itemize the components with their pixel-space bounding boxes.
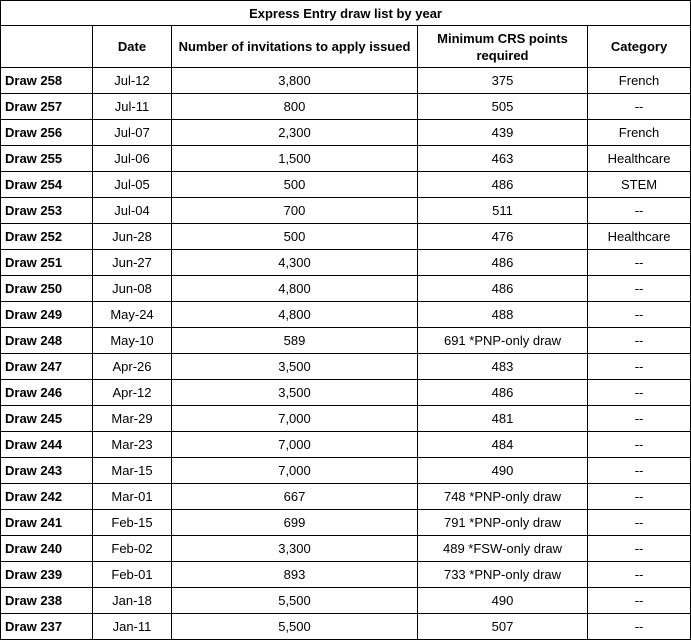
category-cell: -- <box>588 198 691 224</box>
table-row <box>1 510 691 536</box>
draw-number-cell: Draw 245 <box>1 406 93 432</box>
date-cell: Feb-02 <box>93 536 172 562</box>
category-cell: -- <box>588 562 691 588</box>
table-row <box>1 588 691 614</box>
category-cell: -- <box>588 328 691 354</box>
category-cell: French <box>588 68 691 94</box>
table-row <box>1 224 691 250</box>
invitations-cell: 800 <box>172 94 418 120</box>
min-crs-cell: 511 <box>418 198 588 224</box>
draw-number-cell: Draw 257 <box>1 94 93 120</box>
draw-number-cell: Draw 252 <box>1 224 93 250</box>
invitations-cell: 3,300 <box>172 536 418 562</box>
min-crs-cell: 463 <box>418 146 588 172</box>
invitations-cell: 699 <box>172 510 418 536</box>
date-cell: May-24 <box>93 302 172 328</box>
draw-number-cell: Draw 248 <box>1 328 93 354</box>
table-row <box>1 380 691 406</box>
category-cell: -- <box>588 302 691 328</box>
invitations-cell: 3,800 <box>172 68 418 94</box>
invitations-cell: 7,000 <box>172 406 418 432</box>
invitations-cell: 1,500 <box>172 146 418 172</box>
table-row <box>1 328 691 354</box>
table-row <box>1 562 691 588</box>
draw-number-cell: Draw 254 <box>1 172 93 198</box>
draw-number-cell: Draw 247 <box>1 354 93 380</box>
min-crs-cell: 486 <box>418 250 588 276</box>
min-crs-cell: 483 <box>418 354 588 380</box>
invitations-cell: 4,300 <box>172 250 418 276</box>
table-row <box>1 276 691 302</box>
min-crs-cell: 505 <box>418 94 588 120</box>
draw-number-cell: Draw 258 <box>1 68 93 94</box>
min-crs-cell: 490 <box>418 458 588 484</box>
invitations-cell: 7,000 <box>172 458 418 484</box>
date-cell: Mar-15 <box>93 458 172 484</box>
min-crs-cell: 476 <box>418 224 588 250</box>
category-cell: -- <box>588 250 691 276</box>
draw-number-cell: Draw 242 <box>1 484 93 510</box>
min-crs-cell: 488 <box>418 302 588 328</box>
table-row <box>1 250 691 276</box>
draw-number-cell: Draw 250 <box>1 276 93 302</box>
category-cell: Healthcare <box>588 224 691 250</box>
invitations-cell: 7,000 <box>172 432 418 458</box>
invitations-cell: 893 <box>172 562 418 588</box>
category-cell: -- <box>588 94 691 120</box>
table-row <box>1 94 691 120</box>
header-date: Date <box>93 26 172 68</box>
draw-number-cell: Draw 246 <box>1 380 93 406</box>
date-cell: Jul-06 <box>93 146 172 172</box>
min-crs-cell: 439 <box>418 120 588 146</box>
table-header-row <box>1 26 691 68</box>
category-cell: -- <box>588 458 691 484</box>
date-cell: Jul-11 <box>93 94 172 120</box>
draw-number-cell: Draw 253 <box>1 198 93 224</box>
draw-number-cell: Draw 255 <box>1 146 93 172</box>
min-crs-cell: 486 <box>418 380 588 406</box>
date-cell: Jan-11 <box>93 614 172 640</box>
invitations-cell: 3,500 <box>172 354 418 380</box>
table-row <box>1 432 691 458</box>
draw-number-cell: Draw 241 <box>1 510 93 536</box>
table-row <box>1 406 691 432</box>
draw-number-cell: Draw 239 <box>1 562 93 588</box>
date-cell: Jun-28 <box>93 224 172 250</box>
draw-number-cell: Draw 249 <box>1 302 93 328</box>
header-draw <box>1 26 93 68</box>
table-row <box>1 536 691 562</box>
invitations-cell: 700 <box>172 198 418 224</box>
date-cell: Jul-07 <box>93 120 172 146</box>
invitations-cell: 589 <box>172 328 418 354</box>
date-cell: Jan-18 <box>93 588 172 614</box>
min-crs-cell: 484 <box>418 432 588 458</box>
invitations-cell: 2,300 <box>172 120 418 146</box>
table-row <box>1 68 691 94</box>
min-crs-cell: 490 <box>418 588 588 614</box>
header-invitations: Number of invitations to apply issued <box>172 26 418 68</box>
category-cell: -- <box>588 380 691 406</box>
category-cell: Healthcare <box>588 146 691 172</box>
table-row <box>1 146 691 172</box>
date-cell: Mar-01 <box>93 484 172 510</box>
date-cell: Jun-08 <box>93 276 172 302</box>
min-crs-cell: 748 *PNP-only draw <box>418 484 588 510</box>
table-row <box>1 484 691 510</box>
min-crs-cell: 507 <box>418 614 588 640</box>
table-title: Express Entry draw list by year <box>1 1 691 26</box>
category-cell: -- <box>588 510 691 536</box>
category-cell: STEM <box>588 172 691 198</box>
table-row <box>1 120 691 146</box>
draw-number-cell: Draw 243 <box>1 458 93 484</box>
invitations-cell: 4,800 <box>172 276 418 302</box>
min-crs-cell: 486 <box>418 276 588 302</box>
invitations-cell: 5,500 <box>172 614 418 640</box>
invitations-cell: 5,500 <box>172 588 418 614</box>
header-min-crs: Minimum CRS points required <box>418 26 588 68</box>
draw-number-cell: Draw 251 <box>1 250 93 276</box>
date-cell: Feb-01 <box>93 562 172 588</box>
draw-number-cell: Draw 256 <box>1 120 93 146</box>
date-cell: Jul-12 <box>93 68 172 94</box>
invitations-cell: 500 <box>172 172 418 198</box>
table-row <box>1 198 691 224</box>
table-row <box>1 354 691 380</box>
invitations-cell: 3,500 <box>172 380 418 406</box>
category-cell: -- <box>588 432 691 458</box>
date-cell: Jul-04 <box>93 198 172 224</box>
category-cell: -- <box>588 406 691 432</box>
date-cell: Mar-23 <box>93 432 172 458</box>
category-cell: -- <box>588 614 691 640</box>
min-crs-cell: 375 <box>418 68 588 94</box>
category-cell: -- <box>588 484 691 510</box>
date-cell: May-10 <box>93 328 172 354</box>
date-cell: Apr-26 <box>93 354 172 380</box>
min-crs-cell: 486 <box>418 172 588 198</box>
table-body <box>1 68 691 640</box>
min-crs-cell: 733 *PNP-only draw <box>418 562 588 588</box>
draw-number-cell: Draw 244 <box>1 432 93 458</box>
date-cell: Jun-27 <box>93 250 172 276</box>
date-cell: Feb-15 <box>93 510 172 536</box>
table-row <box>1 302 691 328</box>
min-crs-cell: 691 *PNP-only draw <box>418 328 588 354</box>
category-cell: -- <box>588 276 691 302</box>
category-cell: -- <box>588 588 691 614</box>
invitations-cell: 667 <box>172 484 418 510</box>
date-cell: Apr-12 <box>93 380 172 406</box>
draw-number-cell: Draw 238 <box>1 588 93 614</box>
invitations-cell: 500 <box>172 224 418 250</box>
table-row <box>1 172 691 198</box>
date-cell: Jul-05 <box>93 172 172 198</box>
category-cell: -- <box>588 354 691 380</box>
draw-number-cell: Draw 237 <box>1 614 93 640</box>
min-crs-cell: 791 *PNP-only draw <box>418 510 588 536</box>
date-cell: Mar-29 <box>93 406 172 432</box>
table-row <box>1 458 691 484</box>
category-cell: -- <box>588 536 691 562</box>
header-category: Category <box>588 26 691 68</box>
draw-number-cell: Draw 240 <box>1 536 93 562</box>
table-title-row <box>1 1 691 26</box>
invitations-cell: 4,800 <box>172 302 418 328</box>
category-cell: French <box>588 120 691 146</box>
min-crs-cell: 481 <box>418 406 588 432</box>
min-crs-cell: 489 *FSW-only draw <box>418 536 588 562</box>
